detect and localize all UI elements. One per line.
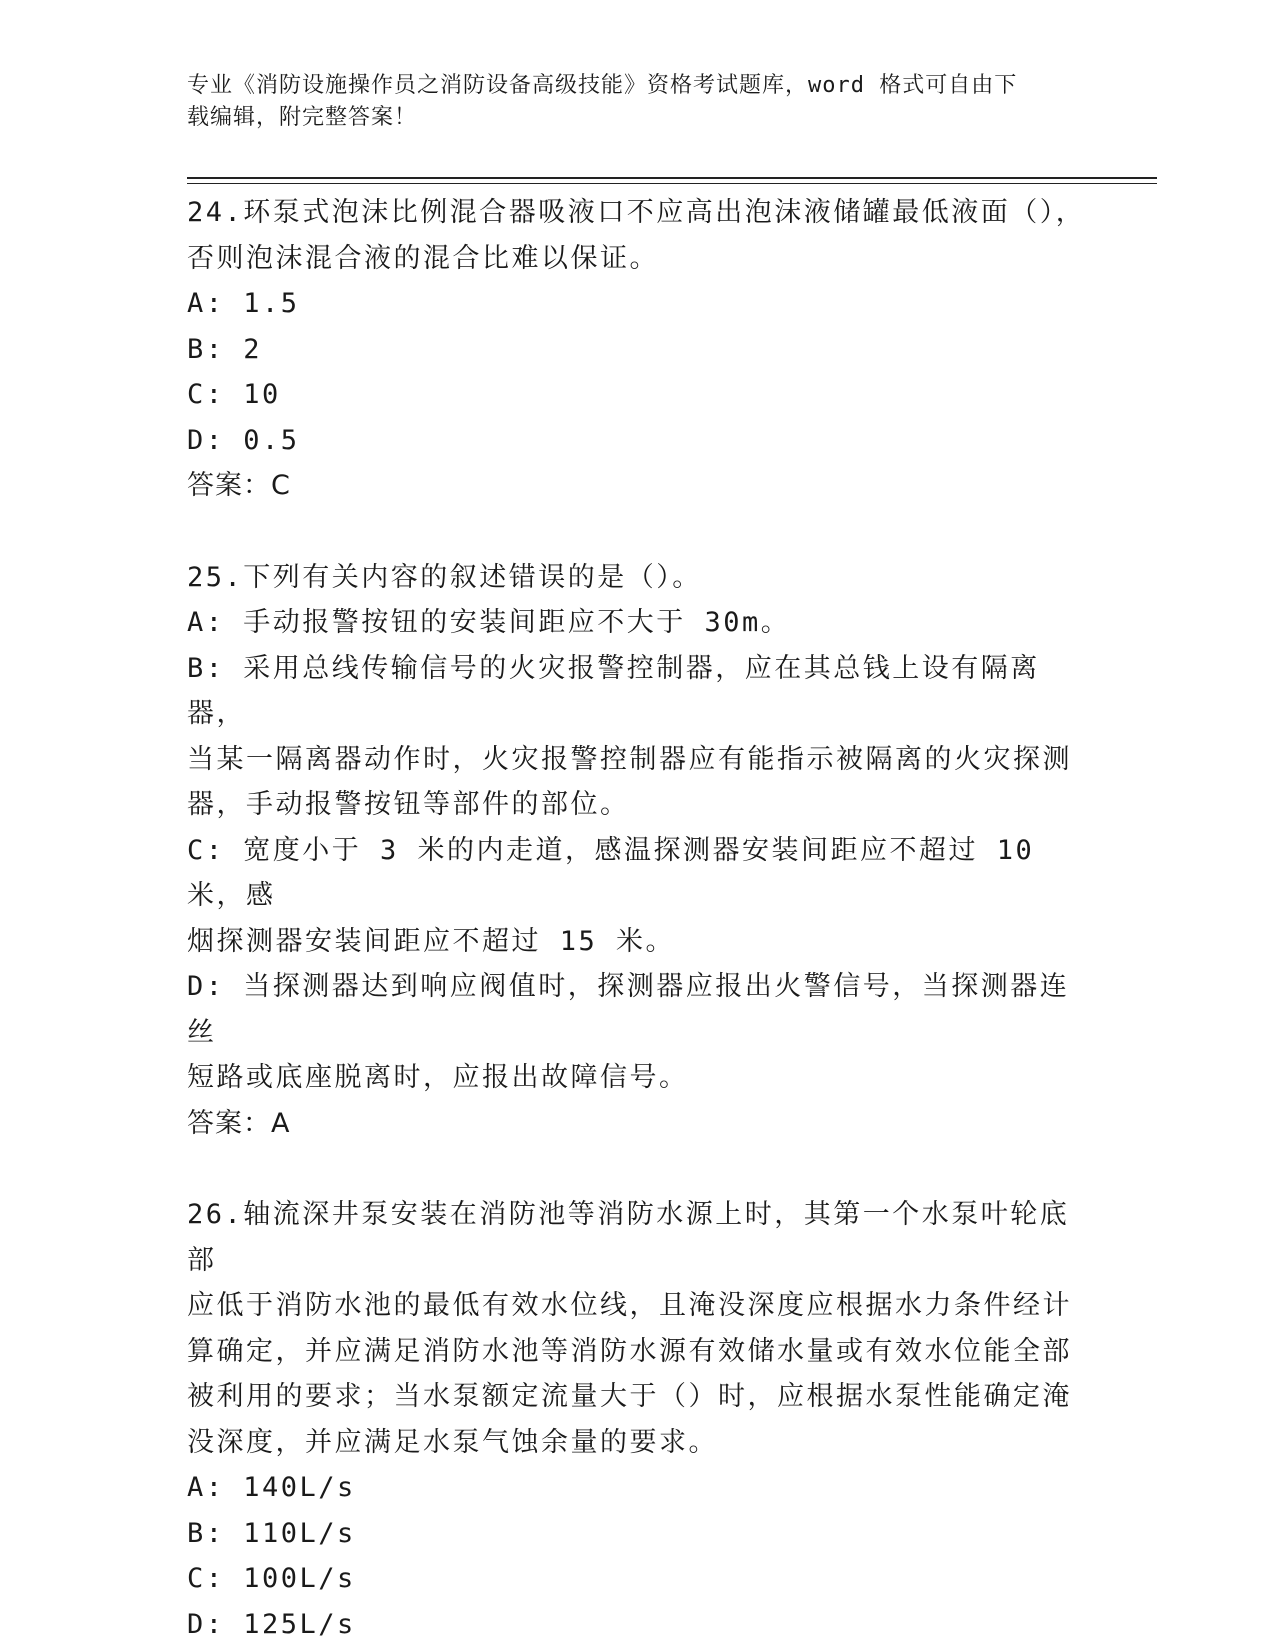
answer-text: 答案：C [187,470,291,501]
option-text-line: C: 10 [187,379,281,410]
option-text-line: A: 手动报警按钮的安装间距应不大于 30m。 [187,607,791,638]
option-text-line: 短路或底座脱离时，应报出故障信号。 [187,1062,689,1093]
question-text-line: 24.环泵式泡沫比例混合器吸液口不应高出泡沫液储罐最低液面（）， [187,197,1086,228]
option-text-line: 当某一隔离器动作时，火灾报警控制器应有能指示被隔离的火灾探测 [187,743,1072,775]
option-item [187,1465,1087,1511]
question-text-line: 算确定，并应满足消防水池等消防水源有效储水量或有效水位能全部 [187,1335,1072,1367]
header-line-2: 载编辑，附完整答案！ [187,105,418,130]
option-text-line: B: 2 [187,333,263,365]
option-text-line: B: 采用总线传输信号的火灾报警控制器，应在其总钱上设有隔离器， [187,652,1040,729]
question-text-line: 25.下列有关内容的叙述错误的是（）。 [187,561,702,593]
option-item [187,964,1087,1101]
option-text-line: D: 125L/s [187,1608,356,1640]
option-text-line: 器，手动报警按钮等部件的部位。 [187,789,630,820]
option-item [187,1556,1087,1602]
header-divider-thick [187,177,1157,179]
question-item [187,190,1087,509]
option-text-line: D: 0.5 [187,424,300,456]
option-text-line: B: 110L/s [187,1517,356,1549]
question-item [187,555,1087,1147]
question-text-line: 应低于消防水池的最低有效水位线，且淹没深度应根据水力条件经计 [187,1290,1072,1321]
question-text-line: 否则泡沫混合液的混合比难以保证。 [187,242,659,274]
header-divider-thin [187,183,1157,184]
question-text-line: 被利用的要求；当水泵额定流量大于（）时，应根据水泵性能确定淹 [187,1381,1072,1412]
question-list [187,190,1087,1647]
option-text-line: D: 当探测器达到响应阀值时，探测器应报出火警信号，当探测器连丝 [187,971,1070,1048]
option-item [187,828,1087,965]
option-item [187,418,1087,464]
answer-text: 答案：A [187,1107,291,1139]
option-item [187,600,1087,646]
option-item [187,1511,1087,1557]
option-text-line: A: 1.5 [187,288,300,319]
option-item [187,1602,1087,1648]
option-text-line: A: 140L/s [187,1472,356,1503]
option-item [187,281,1087,327]
question-text-line: 没深度，并应满足水泵气蚀余量的要求。 [187,1426,718,1458]
option-text-line: 烟探测器安装间距应不超过 15 米。 [187,925,676,957]
option-item [187,372,1087,418]
question-text-line: 26.轴流深井泵安装在消防池等消防水源上时，其第一个水泵叶轮底部 [187,1199,1070,1276]
option-item [187,646,1087,828]
document-header [187,70,1087,134]
question-spacer [187,509,1087,555]
question-item [187,1192,1087,1647]
question-spacer [187,1146,1087,1192]
header-line-1: 专业《消防设施操作员之消防设备高级技能》资格考试题库，word 格式可自由下 [187,73,1018,98]
option-item [187,327,1087,373]
option-text-line: C: 宽度小于 3 米的内走道，感温探测器安装间距应不超过 10 米，感 [187,834,1035,911]
option-text-line: C: 100L/s [187,1563,356,1594]
